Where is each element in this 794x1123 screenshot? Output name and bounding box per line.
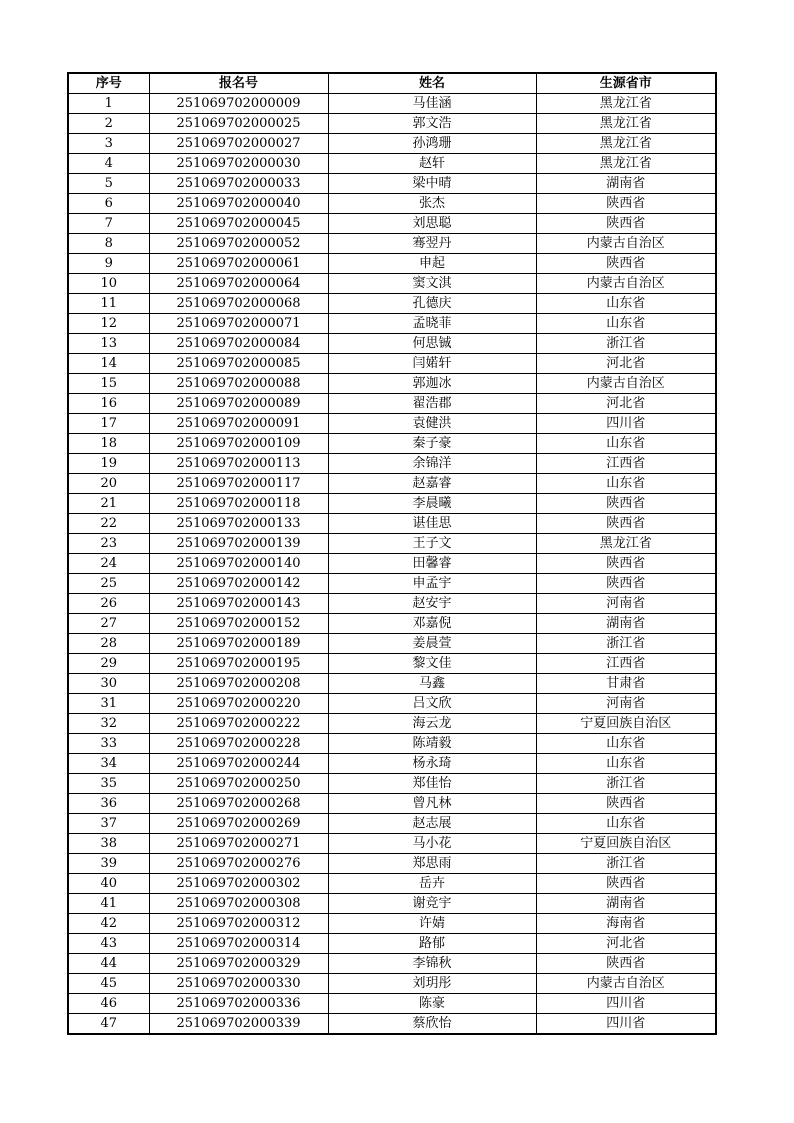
table-row (68, 634, 716, 654)
table-row (68, 394, 716, 414)
header-province: 生源省市 (536, 73, 716, 94)
cell-name: 刘玥彤 (328, 974, 536, 994)
cell-index: 36 (68, 794, 149, 814)
table-row (68, 554, 716, 574)
cell-province: 黑龙江省 (536, 134, 716, 154)
cell-index: 13 (68, 334, 149, 354)
cell-index: 21 (68, 494, 149, 514)
cell-name: 赵轩 (328, 154, 536, 174)
table-row (68, 694, 716, 714)
cell-province: 河南省 (536, 594, 716, 614)
cell-province: 黑龙江省 (536, 534, 716, 554)
cell-index: 39 (68, 854, 149, 874)
cell-index: 15 (68, 374, 149, 394)
cell-registration-number: 251069702000314 (149, 934, 328, 954)
cell-index: 11 (68, 294, 149, 314)
cell-registration-number: 251069702000052 (149, 234, 328, 254)
cell-registration-number: 251069702000268 (149, 794, 328, 814)
cell-province: 浙江省 (536, 634, 716, 654)
cell-name: 窦文淇 (328, 274, 536, 294)
cell-province: 陕西省 (536, 494, 716, 514)
cell-registration-number: 251069702000329 (149, 954, 328, 974)
cell-name: 孙鸿珊 (328, 134, 536, 154)
cell-registration-number: 251069702000222 (149, 714, 328, 734)
table-row (68, 874, 716, 894)
cell-province: 宁夏回族自治区 (536, 834, 716, 854)
cell-registration-number: 251069702000220 (149, 694, 328, 714)
cell-registration-number: 251069702000113 (149, 454, 328, 474)
cell-index: 1 (68, 94, 149, 114)
table-row (68, 94, 716, 114)
cell-name: 黎文佳 (328, 654, 536, 674)
table-row (68, 894, 716, 914)
table-row (68, 274, 716, 294)
cell-registration-number: 251069702000336 (149, 994, 328, 1014)
cell-index: 47 (68, 1014, 149, 1035)
cell-name: 王子文 (328, 534, 536, 554)
cell-registration-number: 251069702000084 (149, 334, 328, 354)
table-row (68, 334, 716, 354)
cell-registration-number: 251069702000142 (149, 574, 328, 594)
cell-name: 杨永琦 (328, 754, 536, 774)
header-registration-number: 报名号 (149, 73, 328, 94)
cell-province: 四川省 (536, 414, 716, 434)
table-row (68, 254, 716, 274)
cell-index: 29 (68, 654, 149, 674)
cell-province: 浙江省 (536, 334, 716, 354)
cell-province: 江西省 (536, 654, 716, 674)
cell-index: 24 (68, 554, 149, 574)
admission-list-table (67, 72, 717, 1035)
table-row (68, 714, 716, 734)
table-row (68, 994, 716, 1014)
cell-name: 申起 (328, 254, 536, 274)
table-row (68, 594, 716, 614)
table-row (68, 574, 716, 594)
table-row (68, 154, 716, 174)
table-row (68, 214, 716, 234)
cell-index: 45 (68, 974, 149, 994)
cell-index: 40 (68, 874, 149, 894)
table-row (68, 234, 716, 254)
table-row (68, 494, 716, 514)
cell-index: 34 (68, 754, 149, 774)
cell-index: 32 (68, 714, 149, 734)
cell-name: 陈靖毅 (328, 734, 536, 754)
cell-name: 申孟宇 (328, 574, 536, 594)
cell-index: 5 (68, 174, 149, 194)
table-row (68, 614, 716, 634)
table-row (68, 934, 716, 954)
table-row (68, 974, 716, 994)
cell-index: 6 (68, 194, 149, 214)
cell-index: 44 (68, 954, 149, 974)
cell-name: 吕文欣 (328, 694, 536, 714)
table-row (68, 914, 716, 934)
cell-registration-number: 251069702000027 (149, 134, 328, 154)
cell-province: 陕西省 (536, 514, 716, 534)
cell-province: 湖南省 (536, 894, 716, 914)
table-row (68, 454, 716, 474)
cell-province: 陕西省 (536, 874, 716, 894)
cell-name: 孟晓菲 (328, 314, 536, 334)
table-row (68, 774, 716, 794)
cell-registration-number: 251069702000330 (149, 974, 328, 994)
cell-registration-number: 251069702000085 (149, 354, 328, 374)
cell-registration-number: 251069702000195 (149, 654, 328, 674)
cell-index: 27 (68, 614, 149, 634)
cell-province: 河北省 (536, 394, 716, 414)
cell-index: 10 (68, 274, 149, 294)
table-row (68, 414, 716, 434)
cell-index: 8 (68, 234, 149, 254)
header-index: 序号 (68, 73, 149, 94)
cell-index: 33 (68, 734, 149, 754)
table-row (68, 194, 716, 214)
cell-province: 内蒙古自治区 (536, 974, 716, 994)
cell-province: 山东省 (536, 734, 716, 754)
cell-name: 路郁 (328, 934, 536, 954)
cell-name: 孔德庆 (328, 294, 536, 314)
cell-province: 陕西省 (536, 794, 716, 814)
cell-index: 37 (68, 814, 149, 834)
cell-name: 张杰 (328, 194, 536, 214)
cell-registration-number: 251069702000143 (149, 594, 328, 614)
cell-name: 梁中晴 (328, 174, 536, 194)
cell-name: 袁健洪 (328, 414, 536, 434)
cell-registration-number: 251069702000312 (149, 914, 328, 934)
cell-province: 陕西省 (536, 194, 716, 214)
cell-province: 河北省 (536, 354, 716, 374)
cell-registration-number: 251069702000308 (149, 894, 328, 914)
cell-index: 30 (68, 674, 149, 694)
table-row (68, 434, 716, 454)
cell-province: 四川省 (536, 994, 716, 1014)
cell-name: 海云龙 (328, 714, 536, 734)
cell-registration-number: 251069702000009 (149, 94, 328, 114)
cell-province: 山东省 (536, 474, 716, 494)
table-row (68, 534, 716, 554)
cell-index: 17 (68, 414, 149, 434)
table-row (68, 114, 716, 134)
cell-index: 31 (68, 694, 149, 714)
cell-registration-number: 251069702000139 (149, 534, 328, 554)
table-row (68, 854, 716, 874)
cell-registration-number: 251069702000045 (149, 214, 328, 234)
cell-registration-number: 251069702000140 (149, 554, 328, 574)
cell-province: 山东省 (536, 814, 716, 834)
table-row (68, 314, 716, 334)
cell-province: 四川省 (536, 1014, 716, 1035)
cell-index: 26 (68, 594, 149, 614)
cell-name: 马小花 (328, 834, 536, 854)
table-row (68, 294, 716, 314)
cell-registration-number: 251069702000244 (149, 754, 328, 774)
cell-name: 蔡欣怡 (328, 1014, 536, 1035)
cell-registration-number: 251069702000064 (149, 274, 328, 294)
cell-province: 河北省 (536, 934, 716, 954)
cell-name: 闫婼轩 (328, 354, 536, 374)
cell-name: 马鑫 (328, 674, 536, 694)
cell-index: 25 (68, 574, 149, 594)
cell-province: 山东省 (536, 754, 716, 774)
cell-index: 14 (68, 354, 149, 374)
cell-registration-number: 251069702000302 (149, 874, 328, 894)
cell-name: 赵志展 (328, 814, 536, 834)
cell-province: 河南省 (536, 694, 716, 714)
cell-name: 姜晨萱 (328, 634, 536, 654)
cell-province: 陕西省 (536, 214, 716, 234)
cell-index: 4 (68, 154, 149, 174)
cell-registration-number: 251069702000030 (149, 154, 328, 174)
cell-province: 湖南省 (536, 614, 716, 634)
cell-index: 7 (68, 214, 149, 234)
cell-registration-number: 251069702000271 (149, 834, 328, 854)
cell-index: 2 (68, 114, 149, 134)
cell-registration-number: 251069702000040 (149, 194, 328, 214)
cell-registration-number: 251069702000269 (149, 814, 328, 834)
cell-name: 李晨曦 (328, 494, 536, 514)
cell-registration-number: 251069702000133 (149, 514, 328, 534)
table-body (68, 94, 716, 1035)
table-row (68, 514, 716, 534)
cell-registration-number: 251069702000033 (149, 174, 328, 194)
cell-index: 9 (68, 254, 149, 274)
cell-province: 内蒙古自治区 (536, 374, 716, 394)
cell-registration-number: 251069702000152 (149, 614, 328, 634)
cell-registration-number: 251069702000228 (149, 734, 328, 754)
cell-registration-number: 251069702000339 (149, 1014, 328, 1035)
cell-name: 赵嘉睿 (328, 474, 536, 494)
cell-name: 田馨睿 (328, 554, 536, 574)
cell-name: 陈豪 (328, 994, 536, 1014)
cell-registration-number: 251069702000089 (149, 394, 328, 414)
cell-index: 22 (68, 514, 149, 534)
table-row (68, 374, 716, 394)
cell-province: 湖南省 (536, 174, 716, 194)
cell-province: 山东省 (536, 314, 716, 334)
cell-index: 20 (68, 474, 149, 494)
cell-registration-number: 251069702000208 (149, 674, 328, 694)
cell-name: 刘思聪 (328, 214, 536, 234)
cell-province: 黑龙江省 (536, 154, 716, 174)
table-row (68, 834, 716, 854)
cell-name: 邓嘉倪 (328, 614, 536, 634)
table-row (68, 354, 716, 374)
cell-registration-number: 251069702000068 (149, 294, 328, 314)
cell-index: 12 (68, 314, 149, 334)
cell-index: 28 (68, 634, 149, 654)
cell-name: 郭迦冰 (328, 374, 536, 394)
cell-name: 李锦秋 (328, 954, 536, 974)
cell-index: 16 (68, 394, 149, 414)
cell-province: 内蒙古自治区 (536, 274, 716, 294)
table-row (68, 474, 716, 494)
cell-name: 马佳涵 (328, 94, 536, 114)
cell-name: 郑佳怡 (328, 774, 536, 794)
cell-registration-number: 251069702000276 (149, 854, 328, 874)
cell-name: 余锦洋 (328, 454, 536, 474)
cell-name: 何思铖 (328, 334, 536, 354)
table-header-row (68, 73, 716, 94)
cell-index: 41 (68, 894, 149, 914)
cell-name: 许婧 (328, 914, 536, 934)
cell-index: 23 (68, 534, 149, 554)
table-row (68, 654, 716, 674)
cell-registration-number: 251069702000189 (149, 634, 328, 654)
cell-name: 郑思雨 (328, 854, 536, 874)
cell-name: 郭文浩 (328, 114, 536, 134)
cell-registration-number: 251069702000088 (149, 374, 328, 394)
cell-index: 3 (68, 134, 149, 154)
cell-index: 43 (68, 934, 149, 954)
table-row (68, 134, 716, 154)
cell-name: 曾凡林 (328, 794, 536, 814)
table-row (68, 954, 716, 974)
cell-province: 内蒙古自治区 (536, 234, 716, 254)
cell-registration-number: 251069702000071 (149, 314, 328, 334)
cell-province: 山东省 (536, 294, 716, 314)
table-row (68, 754, 716, 774)
cell-province: 黑龙江省 (536, 94, 716, 114)
cell-index: 42 (68, 914, 149, 934)
cell-registration-number: 251069702000250 (149, 774, 328, 794)
cell-province: 海南省 (536, 914, 716, 934)
table-row (68, 814, 716, 834)
cell-registration-number: 251069702000091 (149, 414, 328, 434)
cell-index: 18 (68, 434, 149, 454)
cell-province: 陕西省 (536, 554, 716, 574)
cell-province: 陕西省 (536, 254, 716, 274)
cell-index: 35 (68, 774, 149, 794)
cell-registration-number: 251069702000061 (149, 254, 328, 274)
cell-name: 谢竞宇 (328, 894, 536, 914)
cell-index: 38 (68, 834, 149, 854)
cell-name: 翟浩郡 (328, 394, 536, 414)
table-row (68, 734, 716, 754)
cell-registration-number: 251069702000118 (149, 494, 328, 514)
cell-name: 赵安宇 (328, 594, 536, 614)
cell-province: 陕西省 (536, 954, 716, 974)
cell-name: 岳卉 (328, 874, 536, 894)
cell-province: 陕西省 (536, 574, 716, 594)
table-row (68, 794, 716, 814)
cell-name: 秦子豪 (328, 434, 536, 454)
table-row (68, 1014, 716, 1035)
header-name: 姓名 (328, 73, 536, 94)
cell-index: 19 (68, 454, 149, 474)
cell-province: 黑龙江省 (536, 114, 716, 134)
cell-province: 宁夏回族自治区 (536, 714, 716, 734)
cell-registration-number: 251069702000109 (149, 434, 328, 454)
cell-name: 谌佳思 (328, 514, 536, 534)
cell-registration-number: 251069702000025 (149, 114, 328, 134)
cell-province: 江西省 (536, 454, 716, 474)
cell-index: 46 (68, 994, 149, 1014)
cell-registration-number: 251069702000117 (149, 474, 328, 494)
cell-name: 骞翌丹 (328, 234, 536, 254)
cell-province: 甘肃省 (536, 674, 716, 694)
cell-province: 浙江省 (536, 774, 716, 794)
table-row (68, 674, 716, 694)
cell-province: 浙江省 (536, 854, 716, 874)
cell-province: 山东省 (536, 434, 716, 454)
table-row (68, 174, 716, 194)
